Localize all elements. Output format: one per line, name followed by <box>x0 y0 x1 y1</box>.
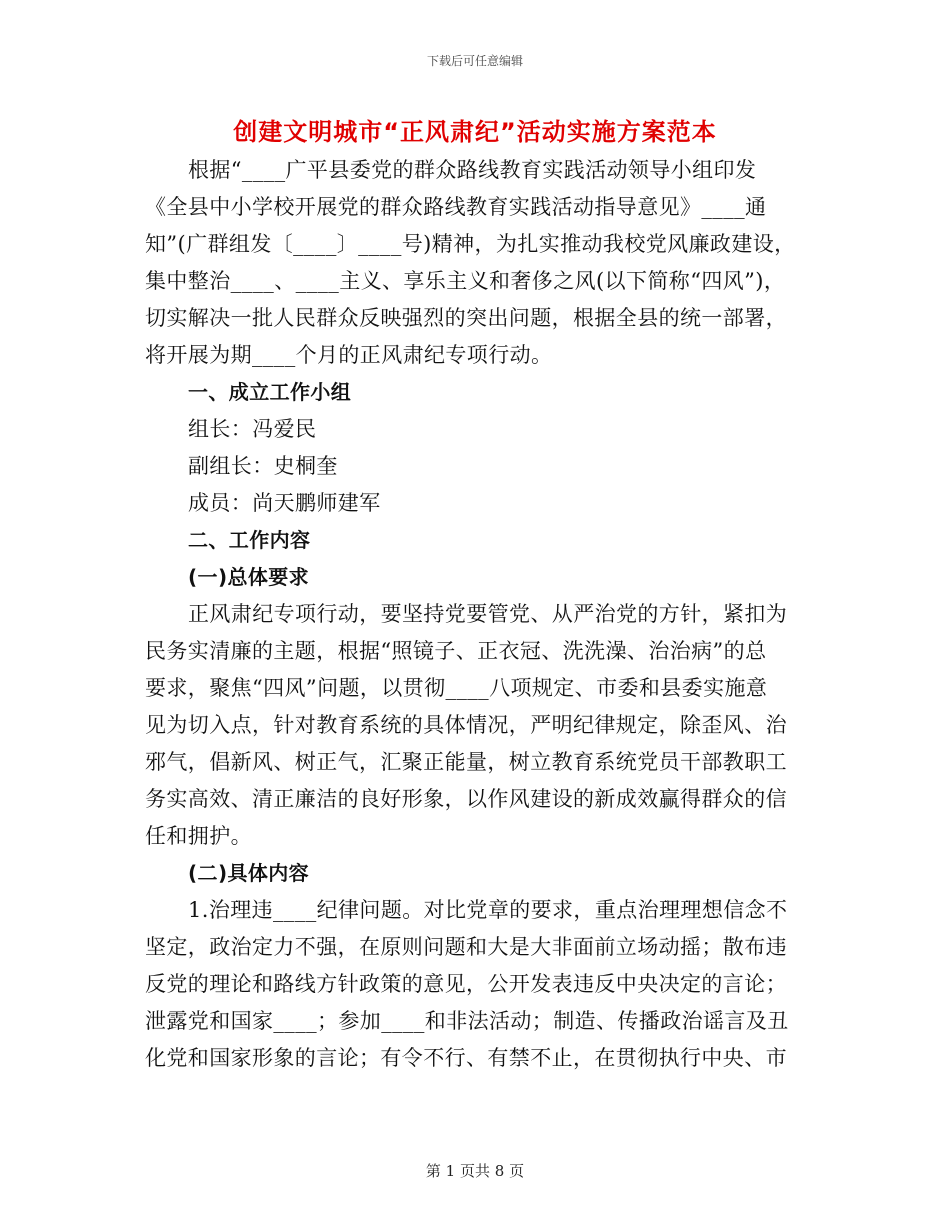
section-heading: (二)具体内容 <box>188 861 310 885</box>
paragraph-line: 成员：尚天鹏师建军 <box>188 491 381 515</box>
paragraph-line: 要求，聚焦“四风”问题，以贯彻____八项规定、市委和县委实施意 <box>145 676 768 700</box>
paragraph-line: 务实高效、清正廉洁的良好形象，以作风建设的新成效赢得群众的信 <box>145 787 787 811</box>
paragraph-line: 知”(广群组发〔____〕____号)精神，为扎实推动我校党风廉政建设， <box>145 232 796 256</box>
paragraph-line: 1.治理违____纪律问题。对比党章的要求，重点治理理想信念不 <box>188 898 788 922</box>
paragraph-line: 副组长：史桐奎 <box>188 454 338 478</box>
paragraph-line: 组长：冯爱民 <box>188 417 317 441</box>
paragraph-line: 化党和国家形象的言论；有令不行、有禁不止，在贯彻执行中央、市 <box>145 1046 787 1070</box>
paragraph-line: 将开展为期____个月的正风肃纪专项行动。 <box>145 343 553 367</box>
section-heading: 一、成立工作小组 <box>188 380 352 404</box>
document-title: 创建文明城市“正风肃纪”活动实施方案范本 <box>233 118 717 146</box>
page-header: 下载后可任意编辑 <box>426 54 523 68</box>
paragraph-line: 切实解决一批人民群众反映强烈的突出问题，根据全县的统一部署， <box>145 306 787 330</box>
paragraph-line: 见为切入点，针对教育系统的具体情况，严明纪律规定，除歪风、治 <box>145 713 787 737</box>
paragraph-line: 正风肃纪专项行动，要坚持党要管党、从严治党的方针，紧扣为 <box>188 602 788 626</box>
paragraph-line: 反党的理论和路线方针政策的意见，公开发表违反中央决定的言论； <box>145 972 787 996</box>
paragraph-line: 邪气，倡新风、树正气，汇聚正能量，树立教育系统党员干部教职工 <box>145 750 787 774</box>
page-footer: 第 1 页共 8 页 <box>425 1162 525 1180</box>
section-heading: 二、工作内容 <box>188 528 311 552</box>
paragraph-line: 民务实清廉的主题，根据“照镜子、正衣冠、洗洗澡、治治病”的总 <box>145 639 767 663</box>
paragraph-line: 坚定，政治定力不强，在原则问题和大是大非面前立场动摇；散布违 <box>145 935 787 959</box>
paragraph-line: 《全县中小学校开展党的群众路线教育实践活动指导意见》____通 <box>145 195 767 219</box>
paragraph-line: 集中整治____、____主义、享乐主义和奢侈之风(以下简称“四风”)， <box>145 269 786 293</box>
paragraph-line: 泄露党和国家____；参加____和非法活动；制造、传播政治谣言及丑 <box>145 1009 789 1033</box>
document-body <box>145 152 815 1077</box>
section-heading: (一)总体要求 <box>188 565 310 589</box>
paragraph-line: 任和拥护。 <box>145 824 252 848</box>
paragraph-line: 根据“____广平县委党的群众路线教育实践活动领导小组印发 <box>188 158 757 182</box>
